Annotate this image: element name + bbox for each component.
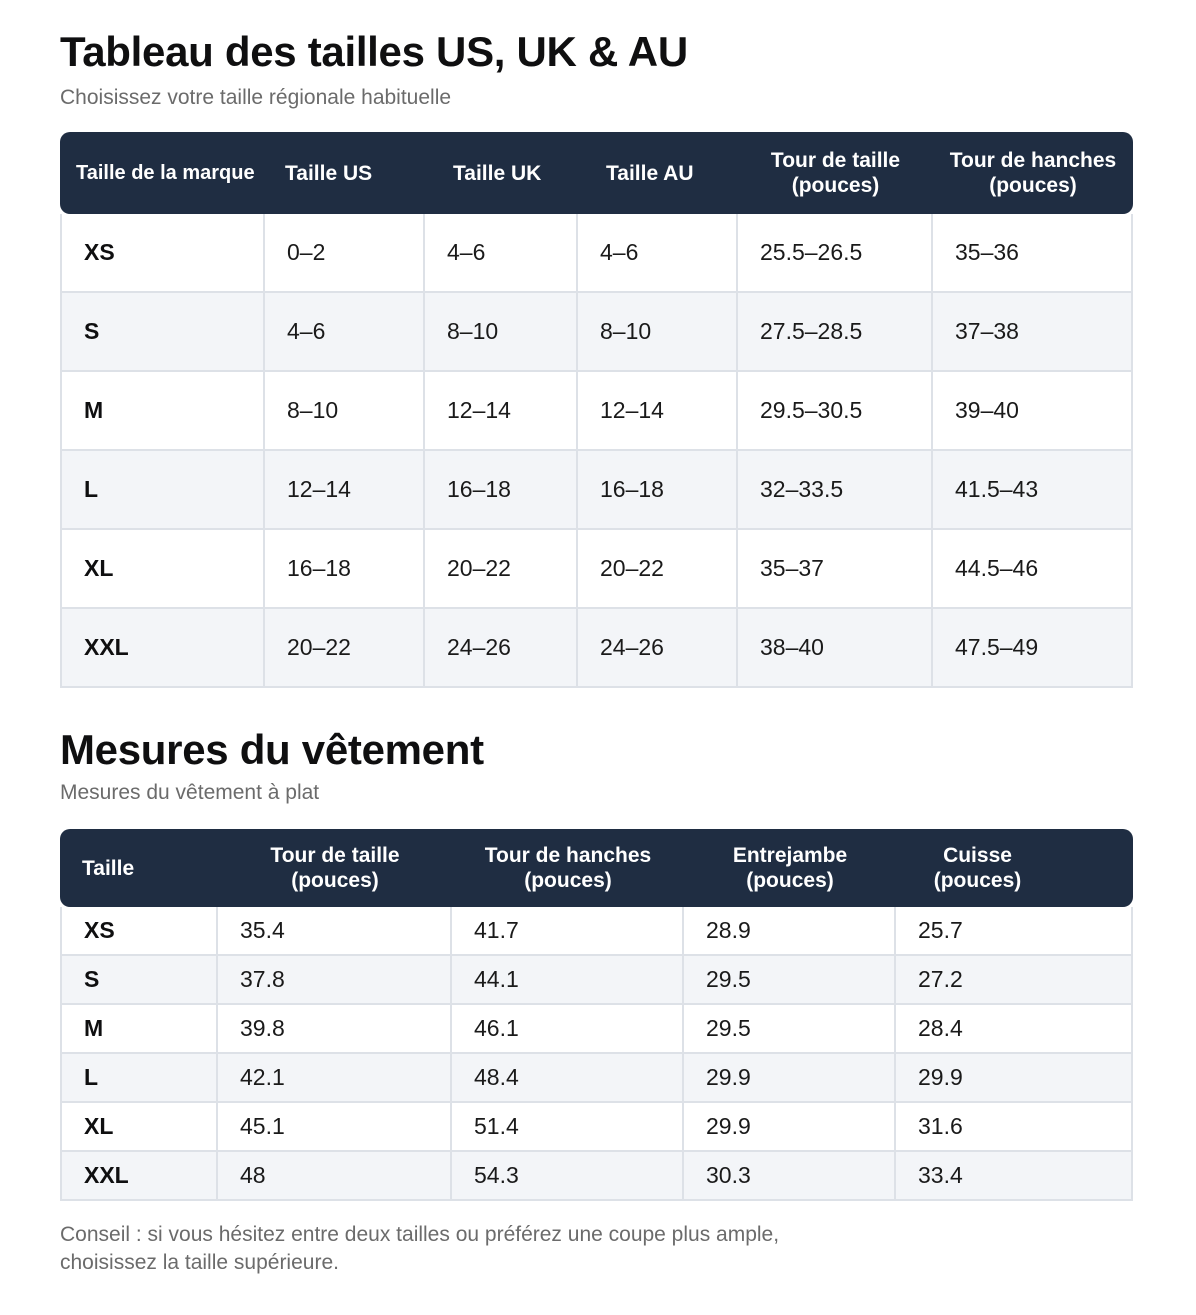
table-cell: 39–40 (933, 372, 1133, 451)
table-row (60, 907, 1133, 956)
table-cell: 51.4 (452, 1103, 684, 1152)
garment-measurements-subtitle: Mesures du vêtement à plat (60, 781, 320, 804)
table-cell: 35.4 (218, 907, 452, 956)
table-row (60, 1103, 1133, 1152)
table-cell: 4–6 (265, 293, 425, 372)
header-hips: Tour de hanches (pouces) (933, 132, 1133, 214)
table-header-row (60, 829, 1133, 907)
table-cell: 31.6 (896, 1103, 1133, 1152)
table-cell: 37–38 (933, 293, 1133, 372)
header-us-size: Taille US (265, 132, 425, 214)
table-row (60, 293, 1133, 372)
table-row (60, 214, 1133, 293)
header-au-size: Taille AU (578, 132, 738, 214)
header-hips: Tour de hanches (pouces) (452, 829, 684, 907)
header-thigh: Cuisse (pouces) (896, 829, 1133, 907)
table-cell: 4–6 (578, 214, 738, 293)
table-cell: 20–22 (425, 530, 578, 609)
table-cell: 35–36 (933, 214, 1133, 293)
size-label-cell: XXL (60, 1152, 218, 1201)
table-cell: 0–2 (265, 214, 425, 293)
table-cell: 38–40 (738, 609, 933, 688)
table-cell: 29.9 (684, 1054, 896, 1103)
table-cell: 29.5 (684, 956, 896, 1005)
size-label-cell: XXL (60, 609, 265, 688)
table-cell: 25.7 (896, 907, 1133, 956)
header-waist: Tour de taille (pouces) (738, 132, 933, 214)
table-cell: 16–18 (265, 530, 425, 609)
table-cell: 24–26 (425, 609, 578, 688)
table-cell: 16–18 (578, 451, 738, 530)
table-cell: 30.3 (684, 1152, 896, 1201)
table-cell: 41.7 (452, 907, 684, 956)
table-cell: 8–10 (265, 372, 425, 451)
table-row (60, 372, 1133, 451)
size-label-cell: XS (60, 907, 218, 956)
table-cell: 48 (218, 1152, 452, 1201)
size-label-cell: M (60, 372, 265, 451)
garment-measurements-table (60, 829, 1133, 1201)
size-label-cell: L (60, 451, 265, 530)
table-cell: 4–6 (425, 214, 578, 293)
table-cell: 12–14 (578, 372, 738, 451)
table-cell: 24–26 (578, 609, 738, 688)
table-cell: 12–14 (425, 372, 578, 451)
table-cell: 48.4 (452, 1054, 684, 1103)
table-cell: 8–10 (578, 293, 738, 372)
table-cell: 29.9 (896, 1054, 1133, 1103)
regional-size-table (60, 132, 1133, 688)
table-cell: 27.5–28.5 (738, 293, 933, 372)
size-label-cell: S (60, 956, 218, 1005)
sizing-tip: Conseil : si vous hésitez entre deux tailles ou préférez une coupe plus ample, choisissez la taille supérieure. (60, 1223, 780, 1274)
table-cell: 37.8 (218, 956, 452, 1005)
table-row (60, 1054, 1133, 1103)
table-cell: 44.5–46 (933, 530, 1133, 609)
table-row (60, 1005, 1133, 1054)
table-header-row (60, 132, 1133, 214)
table-cell: 41.5–43 (933, 451, 1133, 530)
size-label-cell: L (60, 1054, 218, 1103)
table-cell: 35–37 (738, 530, 933, 609)
table-cell: 20–22 (578, 530, 738, 609)
table-cell: 44.1 (452, 956, 684, 1005)
table-cell: 28.9 (684, 907, 896, 956)
table-cell: 42.1 (218, 1054, 452, 1103)
table-cell: 25.5–26.5 (738, 214, 933, 293)
table-cell: 29.5–30.5 (738, 372, 933, 451)
table-row (60, 451, 1133, 530)
table-cell: 45.1 (218, 1103, 452, 1152)
header-waist: Tour de taille (pouces) (218, 829, 452, 907)
header-size: Taille (60, 829, 218, 907)
table-cell: 16–18 (425, 451, 578, 530)
table-row (60, 956, 1133, 1005)
table-cell: 27.2 (896, 956, 1133, 1005)
table-cell: 54.3 (452, 1152, 684, 1201)
size-chart-subtitle: Choisissez votre taille régionale habituelle (60, 86, 452, 109)
table-row (60, 530, 1133, 609)
table-cell: 29.9 (684, 1103, 896, 1152)
table-cell: 32–33.5 (738, 451, 933, 530)
table-cell: 28.4 (896, 1005, 1133, 1054)
garment-measurements-title: Mesures du vêtement (60, 726, 484, 773)
size-label-cell: XS (60, 214, 265, 293)
size-chart-title: Tableau des tailles US, UK & AU (60, 28, 688, 75)
size-label-cell: S (60, 293, 265, 372)
header-uk-size: Taille UK (425, 132, 578, 214)
table-row (60, 609, 1133, 688)
size-label-cell: M (60, 1005, 218, 1054)
table-cell: 33.4 (896, 1152, 1133, 1201)
table-cell: 39.8 (218, 1005, 452, 1054)
table-cell: 12–14 (265, 451, 425, 530)
header-brand-size: Taille de la marque (60, 132, 265, 214)
size-label-cell: XL (60, 1103, 218, 1152)
table-cell: 47.5–49 (933, 609, 1133, 688)
table-cell: 46.1 (452, 1005, 684, 1054)
table-cell: 20–22 (265, 609, 425, 688)
header-inseam: Entrejambe (pouces) (684, 829, 896, 907)
table-row (60, 1152, 1133, 1201)
table-cell: 29.5 (684, 1005, 896, 1054)
table-cell: 8–10 (425, 293, 578, 372)
size-label-cell: XL (60, 530, 265, 609)
